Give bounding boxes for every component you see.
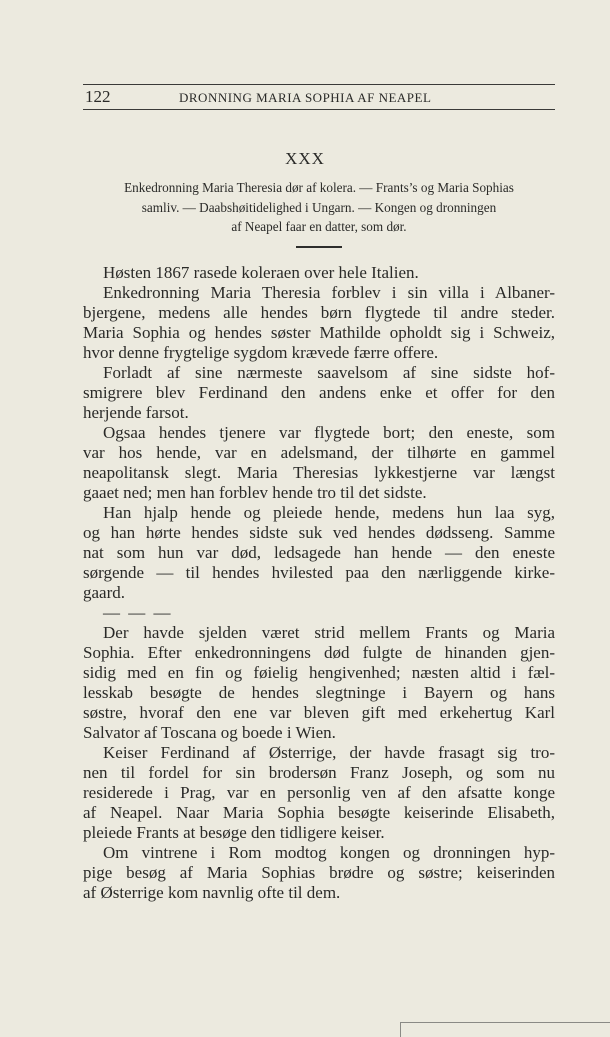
summary-line: Enkedronning Maria Theresia dør af kolera. — Frants’s og Maria Sophias <box>124 180 514 195</box>
text-line: lesskab besøgte de hendes slegtninge i Bayern og hans <box>83 683 555 702</box>
chapter-summary <box>83 178 555 237</box>
header-rule-top <box>83 84 555 85</box>
header-rule-bottom <box>83 109 555 110</box>
text-line: pleiede Frants at besøge den tidligere keiser. <box>83 823 385 842</box>
text-line: smigrere blev Ferdinand den andens enke et offer for den <box>83 383 555 402</box>
text-line: herjende farsot. <box>83 403 189 422</box>
text-line: pige besøg af Maria Sophias brødre og søstre; keiserinden <box>83 863 555 882</box>
summary-line: samliv. — Daabshøitidelighed i Ungarn. — Kongen og dronningen <box>141 199 497 215</box>
text-line: gaard. <box>83 583 126 602</box>
scan-edge-line <box>400 1022 610 1023</box>
body-text <box>83 263 555 903</box>
text-line: neapolitansk slegt. Maria Theresias lykkestjerne var længst <box>83 463 555 482</box>
text-line: residerede i Prag, var en personlig ven af den afsatte konge <box>83 783 555 802</box>
text-line: Forladt af sine nærmeste saavelsom af sine sidste hof- <box>103 363 555 382</box>
section-divider <box>296 246 342 248</box>
text-line: Høsten 1867 rasede koleraen over hele Italien. <box>103 263 419 282</box>
page-number: 122 <box>85 87 111 106</box>
text-line: Keiser Ferdinand af Østerrige, der havde frasagt sig tro- <box>103 743 555 762</box>
text-line: var hos hende, var en adelsmand, der tilhørte en gammel <box>83 443 555 462</box>
section-break: — — — <box>103 603 173 622</box>
text-line: og han hørte hendes sidste suk ved hendes dødsseng. Samme <box>83 523 555 542</box>
text-line: Maria Sophia og hendes søster Mathilde opholdt sig i Schweiz, <box>83 323 555 342</box>
text-line: Sophia. Efter enkedronningens død fulgte de hinanden gjen- <box>83 643 555 662</box>
text-line: gaaet ned; men han forblev hende tro til det sidste. <box>83 483 427 502</box>
text-line: sørgende — til hendes hvilested paa den nærliggende kirke- <box>83 563 555 582</box>
text-line: bjergene, medens alle hendes børn flygtede til andre steder. <box>83 303 555 322</box>
text-line: Salvator af Toscana og boede i Wien. <box>83 723 336 742</box>
text-line: Der havde sjelden været strid mellem Frants og Maria <box>103 623 555 642</box>
text-line: nat som hun var død, ledsagede han hende — den eneste <box>83 543 555 562</box>
text-line: af Østerrige kom navnlig ofte til dem. <box>83 883 341 902</box>
text-line: af Neapel. Naar Maria Sophia besøgte keiserinde Elisabeth, <box>83 803 555 822</box>
text-line: sidig med en fin og føielig hengivenhed; næsten altid i fæl- <box>83 663 555 682</box>
text-line: Han hjalp hende og pleiede hende, medens hun laa syg, <box>103 503 555 522</box>
running-title: DRONNING MARIA SOPHIA AF NEAPEL <box>179 90 432 105</box>
page-header <box>83 86 555 108</box>
text-line: nen til fordel for sin brodersøn Franz Joseph, og som nu <box>83 763 555 782</box>
text-line: hvor denne frygtelige sygdom krævede færre offere. <box>83 343 439 362</box>
text-line: Ogsaa hendes tjenere var flygtede bort; den eneste, som <box>103 423 555 442</box>
text-line: Om vintrene i Rom modtog kongen og dronningen hyp- <box>103 843 555 862</box>
summary-line: af Neapel faar en datter, som dør. <box>231 219 407 234</box>
text-line: Enkedronning Maria Theresia forblev i sin villa i Albaner- <box>103 283 555 302</box>
text-line: søstre, hvoraf den ene var bleven gift med erkehertug Karl <box>83 703 555 722</box>
chapter-numeral: XXX <box>285 149 325 168</box>
scan-edge-line <box>400 1022 401 1037</box>
